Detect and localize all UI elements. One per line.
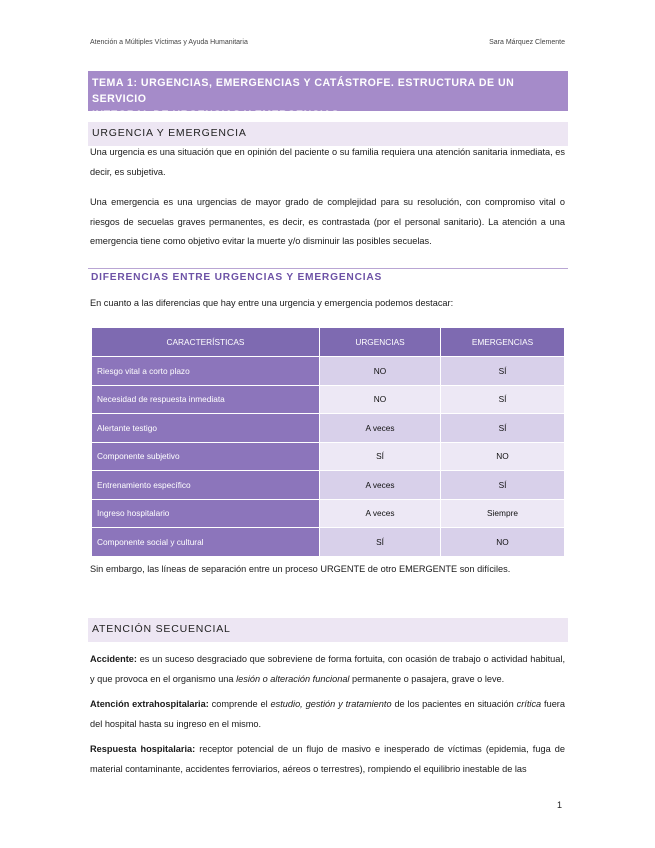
table-cell-urgencias: SÍ	[320, 442, 441, 471]
table-cell-urgencias: NO	[320, 385, 441, 414]
table-cell-characteristic: Necesidad de respuesta inmediata	[92, 385, 320, 414]
column-header-urgencias: URGENCIAS	[320, 328, 441, 357]
section-heading-urgencia-emergencia: URGENCIA Y EMERGENCIA	[88, 122, 568, 146]
paragraph-emergencia-definition: Una emergencia es una urgencias de mayor grado de complejidad para su resolución, con compromiso vital o riesgos de secuelas graves permanentes, es decir, es contrastada (por el personal sanitario). La atención a una emergencia tiene como objetivo evitar la muerte y/o disminuir las posibles secuelas.	[90, 197, 565, 246]
table-cell-emergencias: SÍ	[441, 471, 565, 500]
paragraph-urgencia-definition: Una urgencia es una situación que en opinión del paciente o su familia requiera una atención sanitaria inmediata, es decir, es subjetiva.	[90, 147, 565, 177]
emphasis-text: estudio, gestión y tratamiento	[270, 699, 392, 709]
table-cell-urgencias: NO	[320, 357, 441, 386]
table-row	[92, 414, 565, 443]
page-number: 1	[557, 800, 563, 810]
column-header-caracteristicas: CARACTERÍSTICAS	[92, 328, 320, 357]
table-cell-emergencias: NO	[441, 528, 565, 557]
table-cell-emergencias: Siempre	[441, 499, 565, 528]
subsection-heading-diferencias: DIFERENCIAS ENTRE URGENCIAS Y EMERGENCIAS	[88, 268, 568, 288]
topic-title-banner	[88, 71, 568, 121]
paragraph-accidente	[90, 650, 565, 689]
emphasis-text: crítica	[516, 699, 542, 709]
table-row	[92, 499, 565, 528]
table-row	[92, 442, 565, 471]
table-row	[92, 471, 565, 500]
topic-title-line-2: INTEGRAL DE URGENCIAS Y EMERGENCIAS	[92, 109, 340, 121]
differences-table	[91, 327, 565, 557]
paragraph-respuesta-hospitalaria	[90, 740, 565, 779]
table-cell-urgencias: A veces	[320, 499, 441, 528]
table-cell-characteristic: Ingreso hospitalario	[92, 499, 320, 528]
running-header-author: Sara Márquez Clemente	[489, 39, 565, 46]
text-fragment: es un suceso desgraciado que sobreviene de forma fortuita, con ocasión de trabajo o actividad habitual, y que provoca en el organismo una	[90, 654, 565, 684]
table-cell-emergencias: SÍ	[441, 357, 565, 386]
table-cell-characteristic: Entrenamiento específico	[92, 471, 320, 500]
paragraph-table-intro: En cuanto a las diferencias que hay entre una urgencia y emergencia podemos destacar:	[90, 298, 454, 308]
text-fragment: receptor potencial de un flujo de masivo e inesperado de víctimas (epidemia, fuga de material contaminante, accidentes ferroviarios, aéreos o terrestres), rompiendo el equilibrio inestable de las	[90, 744, 565, 774]
table-cell-characteristic: Componente social y cultural	[92, 528, 320, 557]
table-row	[92, 528, 565, 557]
topic-title-line-1: TEMA 1: URGENCIAS, EMERGENCIAS Y CATÁSTROFE. ESTRUCTURA DE UN SERVICIO	[92, 77, 515, 105]
text-fragment: comprende el	[208, 699, 271, 709]
table-cell-emergencias: SÍ	[441, 385, 565, 414]
term-accidente: Accidente:	[90, 654, 137, 664]
term-atencion-extrahospitalaria: Atención extrahospitalaria:	[90, 699, 209, 709]
running-header-title: Atención a Múltiples Víctimas y Ayuda Humanitaria	[90, 39, 248, 46]
table-cell-characteristic: Componente subjetivo	[92, 442, 320, 471]
table-cell-emergencias: NO	[441, 442, 565, 471]
emphasis-text: lesión o alteración funcional	[236, 673, 350, 684]
term-respuesta-hospitalaria: Respuesta hospitalaria:	[90, 744, 196, 754]
section-heading-atencion-secuencial: ATENCIÓN SECUENCIAL	[88, 618, 568, 642]
text-fragment: de los pacientes en situación	[391, 699, 517, 709]
table-row	[92, 385, 565, 414]
paragraph-table-note: Sin embargo, las líneas de separación entre un proceso URGENTE de otro EMERGENTE son difíciles.	[90, 564, 511, 574]
table-cell-emergencias: SÍ	[441, 414, 565, 443]
table-row	[92, 357, 565, 386]
text-fragment: fuera del hospital hasta su ingreso en el mismo.	[90, 699, 565, 729]
table-cell-characteristic: Riesgo vital a corto plazo	[92, 357, 320, 386]
table-cell-characteristic: Alertante testigo	[92, 414, 320, 443]
table-cell-urgencias: A veces	[320, 471, 441, 500]
column-header-emergencias: EMERGENCIAS	[441, 328, 565, 357]
table-header-row	[92, 328, 565, 357]
paragraph-atencion-extrahospitalaria	[90, 695, 565, 734]
table-cell-urgencias: A veces	[320, 414, 441, 443]
text-fragment: permanente o pasajera, grave o leve.	[349, 673, 505, 684]
table-cell-urgencias: SÍ	[320, 528, 441, 557]
